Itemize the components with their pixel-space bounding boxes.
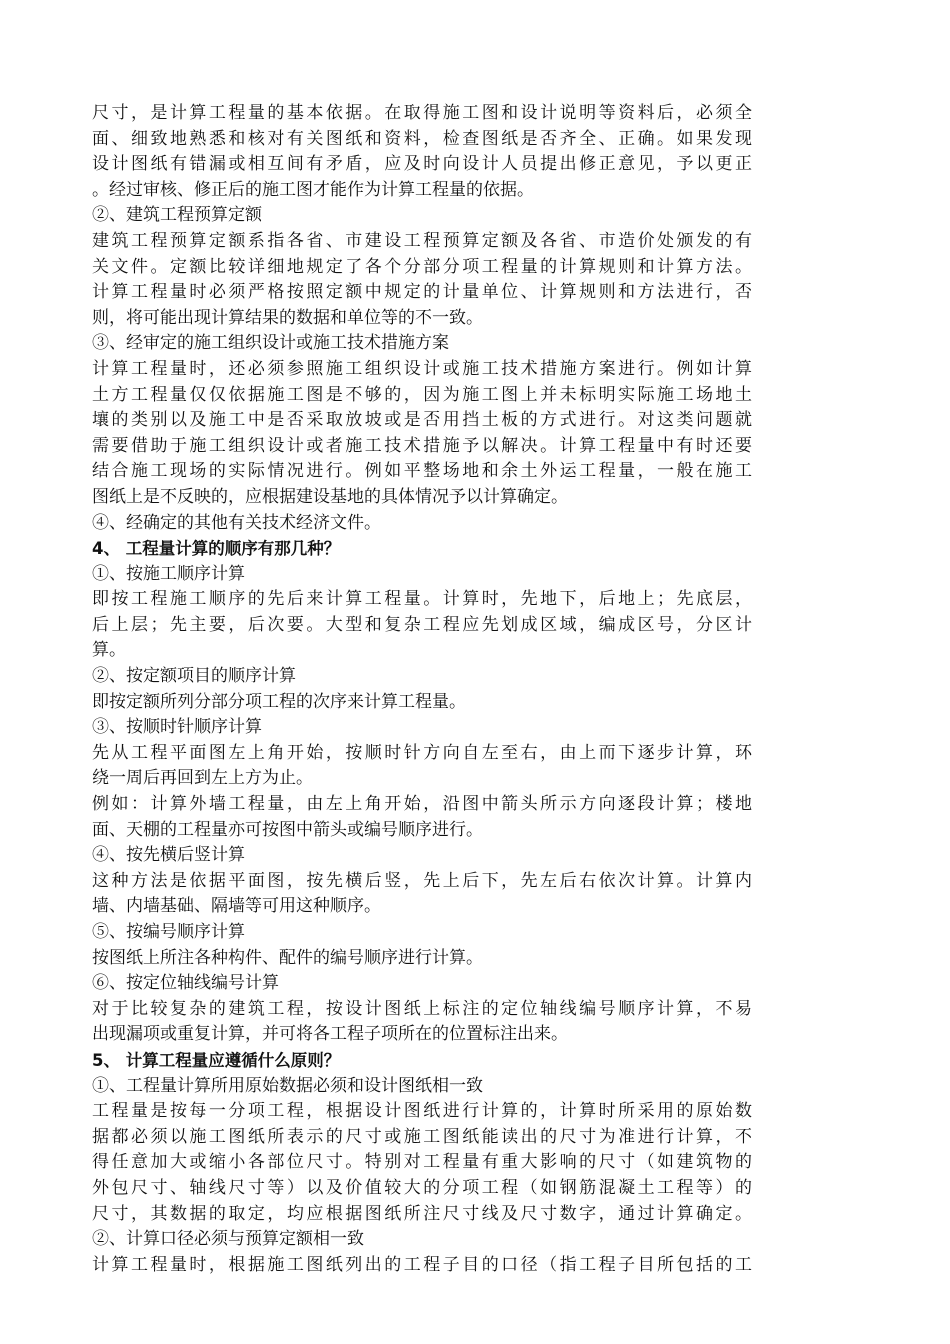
section-heading: 4、 工程量计算的顺序有那几种？ — [92, 539, 341, 559]
body-line: 尺寸，其数据的取定，均应根据图纸所注尺寸线及尺寸数字，通过计算确定。 — [92, 1203, 752, 1224]
body-line: 壤的类别以及施工中是否采取放坡或是否用挡土板的方式进行。对这类问题就 — [92, 410, 752, 431]
body-line: 面、细致地熟悉和核对有关图纸和资料，检查图纸是否齐全、正确。如果发现 — [92, 128, 752, 149]
body-line: 对于比较复杂的建筑工程，按设计图纸上标注的定位轴线编号顺序计算，不易 — [92, 998, 752, 1019]
body-line: 需要借助于施工组织设计或者施工技术措施予以解决。计算工程量中有时还要 — [92, 435, 752, 456]
body-line: 计算工程量时，还必须参照施工组织设计或施工技术措施方案进行。例如计算 — [92, 358, 752, 379]
subheading: ④、经确定的其他有关技术经济文件。 — [92, 512, 381, 533]
body-line: 面、天棚的工程量亦可按图中箭头或编号顺序进行。 — [92, 819, 483, 840]
body-line: 尺寸，是计算工程量的基本依据。在取得施工图和设计说明等资料后，必须全 — [92, 103, 752, 123]
body-line: 按图纸上所注各种构件、配件的编号顺序进行计算。 — [92, 947, 483, 968]
body-line: 结合施工现场的实际情况进行。例如平整场地和余土外运工程量，一般在施工 — [92, 461, 752, 482]
body-line: 计算工程量时，根据施工图纸列出的工程子目的口径（指工程子目所包括的工 — [92, 1254, 752, 1275]
subheading: ②、按定额项目的顺序计算 — [92, 666, 296, 687]
subheading: ②、建筑工程预算定额 — [92, 205, 262, 226]
body-line: 图纸上是不反映的，应根据建设基地的具体情况予以计算确定。 — [92, 486, 568, 507]
body-line: 例如：计算外墙工程量，由左上角开始，沿图中箭头所示方向逐段计算；楼地 — [92, 794, 752, 815]
body-line: 绕一周后再回到左上方为止。 — [92, 768, 313, 789]
subheading: ④、按先横后竖计算 — [92, 845, 245, 866]
body-line: 得任意加大或缩小各部位尺寸。特别对工程量有重大影响的尺寸（如建筑物的 — [92, 1152, 752, 1173]
body-line: 则，将可能出现计算结果的数据和单位等的不一致。 — [92, 307, 483, 328]
body-line: 出现漏项或重复计算，并可将各工程子项所在的位置标注出来。 — [92, 1024, 568, 1045]
body-line: 外包尺寸、轴线尺寸等）以及价值较大的分项工程（如钢筋混凝土工程等）的 — [92, 1177, 752, 1198]
subheading: ⑤、按编号顺序计算 — [92, 922, 245, 942]
body-line: 设计图纸有错漏或相互间有矛盾，应及时向设计人员提出修正意见，予以更正 — [92, 154, 752, 175]
body-line: 据都必须以施工图纸所表示的尺寸或施工图纸能读出的尺寸为准进行计算，不 — [92, 1126, 752, 1147]
body-line: 即按工程施工顺序的先后来计算工程量。计算时，先地下，后地上；先底层， — [92, 589, 752, 610]
subheading: ①、按施工顺序计算 — [92, 563, 245, 584]
body-line: 工程量是按每一分项工程，根据设计图纸进行计算的，计算时所采用的原始数 — [92, 1101, 752, 1122]
subheading: ③、经审定的施工组织设计或施工技术措施方案 — [92, 333, 449, 354]
body-line: 先从工程平面图左上角开始，按顺时针方向自左至右，由上而下逐步计算，环 — [92, 742, 752, 763]
body-line: 后上层；先主要，后次要。大型和复杂工程应先划成区域，编成区号，分区计 — [92, 614, 752, 635]
document-body — [92, 101, 752, 1278]
body-line: 即按定额所列分部分项工程的次序来计算工程量。 — [92, 691, 466, 712]
subheading: ⑥、按定位轴线编号计算 — [92, 973, 279, 994]
body-line: 计算工程量时必须严格按照定额中规定的计量单位、计算规则和方法进行，否 — [92, 282, 752, 303]
subheading: ③、按顺时针顺序计算 — [92, 717, 262, 738]
section-heading: 5、 计算工程量应遵循什么原则？ — [92, 1050, 341, 1070]
body-line: 墙、内墙基础、隔墙等可用这种顺序。 — [92, 896, 381, 917]
subheading: ①、工程量计算所用原始数据必须和设计图纸相一致 — [92, 1075, 483, 1096]
body-line: 土方工程量仅仅依据施工图是不够的，因为施工图上并未标明实际施工场地土 — [92, 384, 752, 405]
subheading: ②、计算口径必须与预算定额相一致 — [92, 1229, 364, 1250]
body-line: 算。 — [92, 640, 126, 661]
body-line: 建筑工程预算定额系指各省、市建设工程预算定额及各省、市造价处颁发的有 — [92, 230, 752, 251]
body-line: 关文件。定额比较详细地规定了各个分部分项工程量的计算规则和计算方法。 — [92, 256, 752, 277]
body-line: 。经过审核、修正后的施工图才能作为计算工程量的依据。 — [92, 179, 534, 200]
body-line: 这种方法是依据平面图，按先横后竖，先上后下，先左后右依次计算。计算内 — [92, 870, 752, 891]
